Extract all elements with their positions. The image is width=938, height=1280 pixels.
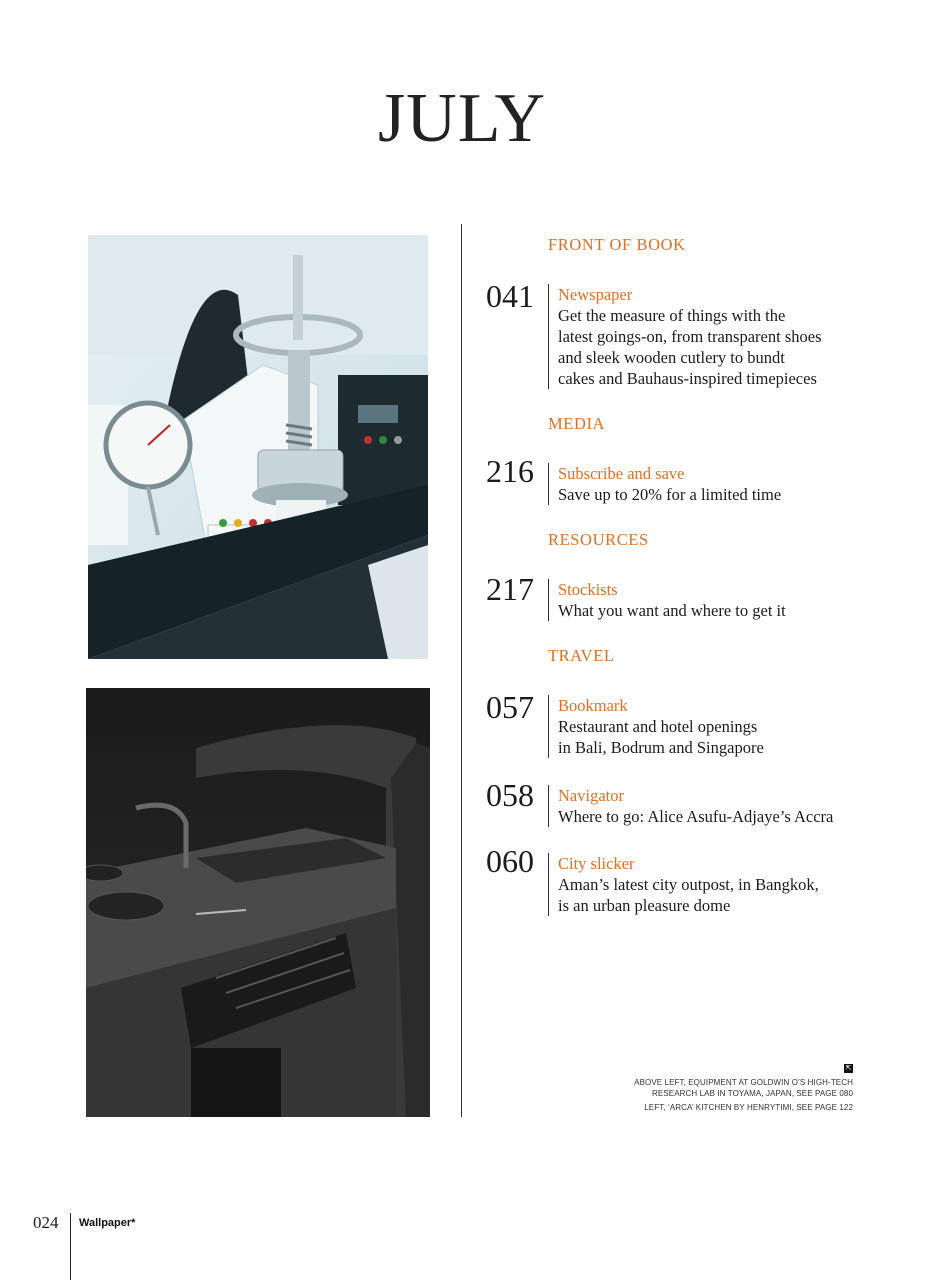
section-heading-resources: RESOURCES — [548, 530, 649, 549]
caption-left: LEFT, ‘ARCA’ KITCHEN BY HENRYTIMI, SEE PAGE 122 — [644, 1103, 853, 1112]
photo-captions — [553, 1062, 853, 1116]
column-divider — [461, 224, 462, 1117]
entry-page-number: 060 — [486, 843, 534, 879]
entry-description: What you want and where to get it — [558, 601, 786, 620]
section-heading-media: MEDIA — [548, 414, 606, 433]
entry-description: Restaurant and hotel openings in Bali, Bodrum and Singapore — [558, 717, 764, 757]
entry-title: City slicker — [558, 854, 635, 873]
entry-title: Subscribe and save — [558, 464, 685, 483]
entry-body — [548, 785, 858, 827]
entry-description: Where to go: Alice Asufu-Adjaye’s Accra — [558, 807, 834, 826]
entry-page-number: 216 — [486, 453, 534, 489]
entry-description: Get the measure of things with the latest goings-on, from transparent shoes and sleek wooden cutlery to bundt cakes and Bauhaus-inspired timepieces — [558, 306, 822, 388]
entry-title: Navigator — [558, 786, 624, 805]
entry-description: Save up to 20% for a limited time — [558, 485, 782, 504]
entry-body — [548, 695, 858, 758]
page-number: 024 — [33, 1213, 59, 1232]
caption-above-left: ABOVE LEFT, EQUIPMENT AT GOLDWIN O’S HIGH-TECH RESEARCH LAB IN TOYAMA, JAPAN, SEE PAGE 080 — [634, 1078, 853, 1098]
folio-divider — [70, 1213, 71, 1280]
entry-page-number: 217 — [486, 571, 534, 607]
lab-equipment-photo — [88, 235, 428, 659]
page-title: JULY — [377, 80, 547, 157]
page-folio — [33, 1213, 136, 1233]
section-heading-travel: TRAVEL — [548, 646, 615, 665]
entry-page-number: 057 — [486, 689, 534, 725]
section-heading-front-of-book: FRONT OF BOOK — [548, 235, 686, 254]
entry-page-number: 041 — [486, 278, 534, 314]
entry-title: Bookmark — [558, 696, 628, 715]
arrow-up-left-icon: ⇱ — [845, 1065, 852, 1072]
entry-title: Newspaper — [558, 285, 633, 304]
entry-page-number: 058 — [486, 777, 534, 813]
entry-body — [548, 579, 858, 621]
entry-body — [548, 853, 858, 916]
entry-title: Stockists — [558, 580, 618, 599]
entry-body — [548, 284, 858, 389]
brand-logo: Wallpaper* — [79, 1217, 136, 1229]
kitchen-photo — [86, 688, 430, 1117]
entry-description: Aman’s latest city outpost, in Bangkok, is an urban pleasure dome — [558, 875, 819, 915]
entry-body — [548, 463, 858, 505]
